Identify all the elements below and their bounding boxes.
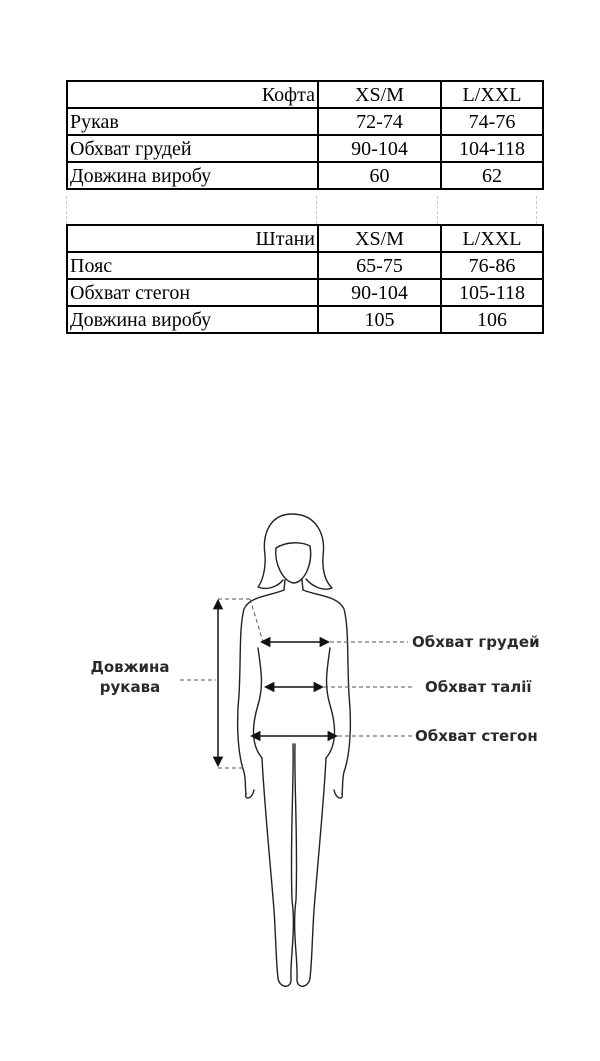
measurement-label: Обхват стегон <box>67 279 318 306</box>
jacket-size-table <box>66 80 544 190</box>
gridline <box>66 196 67 224</box>
sleeve-length-label-line2: рукава <box>99 678 161 696</box>
body-measurement-figure <box>0 500 600 1000</box>
measurement-value: 74-76 <box>441 108 543 135</box>
measurement-value: 106 <box>441 306 543 333</box>
sleeve-length-label-line1: Довжина <box>90 658 170 676</box>
size-column-header: L/XXL <box>441 225 543 252</box>
measurement-label: Довжина виробу <box>67 162 318 189</box>
size-column-header: XS/M <box>318 81 441 108</box>
measurement-value: 105-118 <box>441 279 543 306</box>
measurement-label: Рукав <box>67 108 318 135</box>
measurement-value: 76-86 <box>441 252 543 279</box>
measurement-value: 105 <box>318 306 441 333</box>
table-title: Кофта <box>67 81 318 108</box>
table-header-row <box>67 81 543 108</box>
table-header-row <box>67 225 543 252</box>
measurement-label: Пояс <box>67 252 318 279</box>
pants-size-table <box>66 224 544 334</box>
measurement-value: 60 <box>318 162 441 189</box>
waist-label: Обхват талії <box>425 678 532 696</box>
gridline <box>437 196 438 224</box>
table-row <box>67 135 543 162</box>
size-column-header: L/XXL <box>441 81 543 108</box>
table-row <box>67 108 543 135</box>
hips-label: Обхват стегон <box>415 727 538 745</box>
gridline <box>316 196 317 224</box>
table-row <box>67 252 543 279</box>
measurement-value: 90-104 <box>318 135 441 162</box>
table-row <box>67 279 543 306</box>
measurement-value: 104-118 <box>441 135 543 162</box>
table-row <box>67 162 543 189</box>
table-title: Штани <box>67 225 318 252</box>
measurement-value: 90-104 <box>318 279 441 306</box>
woman-silhouette <box>238 514 351 986</box>
gridline <box>536 196 537 224</box>
table-row <box>67 306 543 333</box>
measurement-value: 62 <box>441 162 543 189</box>
measurement-label: Довжина виробу <box>67 306 318 333</box>
measurement-value: 65-75 <box>318 252 441 279</box>
sleeve-length-indicator <box>180 599 264 768</box>
chest-label: Обхват грудей <box>412 633 540 651</box>
size-column-header: XS/M <box>318 225 441 252</box>
measurement-label: Обхват грудей <box>67 135 318 162</box>
measurement-value: 72-74 <box>318 108 441 135</box>
